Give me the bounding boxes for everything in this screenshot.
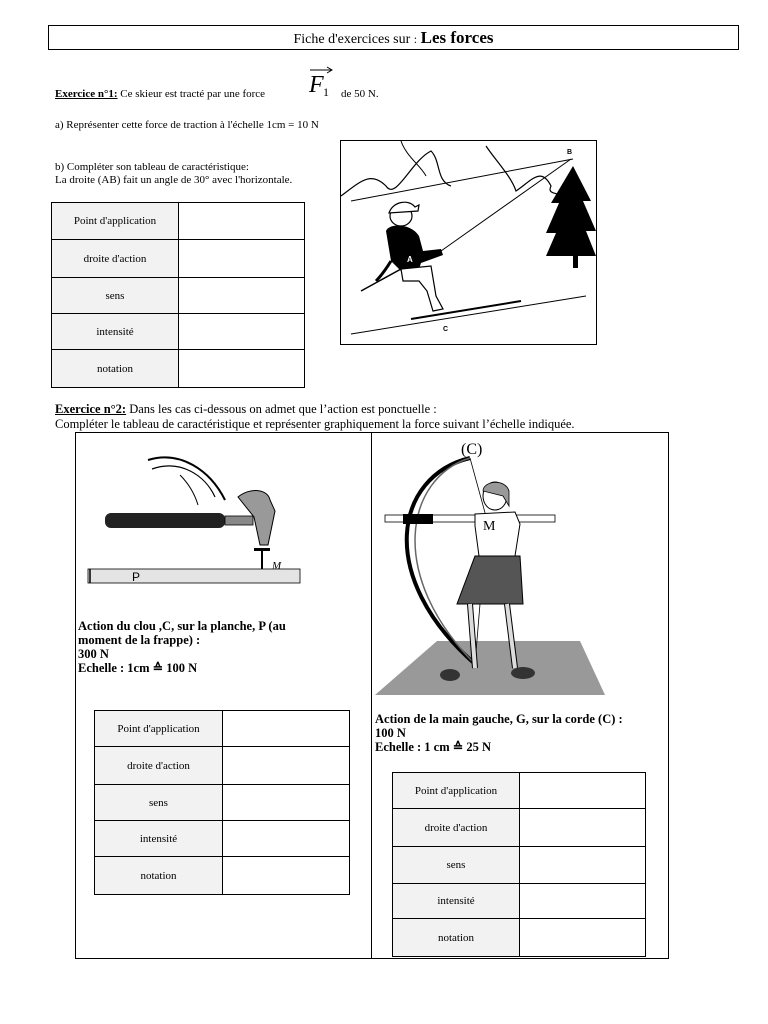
left-caption-line3: 300 N [78,647,109,661]
exercise1-question-a: a) Représenter cette force de traction à l'échelle 1cm = 10 N [55,119,319,131]
right-caption-line3: Echelle : 1 cm ≙ 25 N [375,740,492,754]
label-a: A [407,255,413,264]
table-label: droite d'action [393,809,520,847]
answer-cell[interactable] [520,919,646,957]
exercise2-divider [371,432,372,958]
table-row [95,821,350,857]
answer-cell[interactable] [520,847,646,884]
left-caption-line4: Echelle : 1cm ≙ 100 N [78,661,198,675]
exercise2-left-table [94,710,350,895]
table-label: notation [95,857,223,895]
skier-figure [340,140,597,345]
table-label: intensité [393,884,520,919]
table-label: Point d'application [95,711,223,747]
title-separator: : [413,32,418,46]
exercise2-intro-line2: Compléter le tableau de caractéristique et représenter graphiquement la force suivant l’échelle indiquée. [55,417,575,431]
exercise1-intro-before: Ce skieur est tracté par une force [120,88,266,100]
label-b: B [567,149,573,156]
answer-cell[interactable] [520,809,646,847]
title-prefix: Fiche d'exercices sur [293,32,411,47]
table-label: intensité [95,821,223,857]
hammer-illustration [80,445,310,595]
table-row [393,847,646,884]
exercise2-right-table [392,772,646,957]
exercise1-intro [55,88,265,101]
table-row [95,747,350,785]
answer-cell[interactable] [520,884,646,919]
table-row [95,785,350,821]
table-label: sens [393,847,520,884]
left-caption [78,619,368,675]
answer-cell[interactable] [223,857,350,895]
exercise1-question-b-line1: b) Compléter son tableau de caractéristique: [55,161,249,173]
answer-cell[interactable] [223,747,350,785]
right-caption-line1: Action de la main gauche, G, sur la corde (C) : [375,712,623,726]
table-row [52,240,305,278]
exercise1-table [51,202,305,388]
label-m-hand: M [483,519,496,534]
title-topic: Les forces [420,28,494,47]
table-label: Point d'application [393,773,520,809]
table-row [52,278,305,314]
exercise2-intro-line1 [55,402,437,416]
exercise1-question-b-line2: La droite (AB) fait un angle de 30° avec l'horizontale. [55,174,293,186]
table-label: sens [52,278,179,314]
left-caption-line1: Action du clou ,C, sur la planche, P (au [78,619,286,633]
hammer-figure [80,445,310,595]
page-title [48,25,739,50]
table-label: sens [95,785,223,821]
table-row [95,857,350,895]
force-index: 1 [323,85,329,99]
table-row [393,884,646,919]
answer-cell[interactable] [223,785,350,821]
answer-cell[interactable] [520,773,646,809]
force-symbol: F [309,72,324,98]
table-row [95,711,350,747]
right-caption [375,712,665,754]
table-row [52,314,305,350]
skier-illustration [341,141,596,344]
table-label: Point d'application [52,203,179,240]
table-row [52,203,305,240]
answer-cell[interactable] [179,278,305,314]
answer-cell[interactable] [179,350,305,388]
table-row [393,919,646,957]
exercise1-label: Exercice n°1: [55,88,118,100]
answer-cell[interactable] [179,203,305,240]
exercise1-intro-after: de 50 N. [341,88,379,100]
table-label: droite d'action [52,240,179,278]
label-c: C [443,326,449,333]
left-caption-line2: moment de la frappe) : [78,633,201,647]
table-label: notation [393,919,520,957]
force-vector-symbol [307,64,337,104]
label-c-rope: (C) [461,441,483,458]
answer-cell[interactable] [223,821,350,857]
table-row [393,809,646,847]
table-row [52,350,305,388]
exercise2-label: Exercice n°2: [55,402,127,416]
answer-cell[interactable] [223,711,350,747]
exercise2-intro-text: Dans les cas ci-dessous on admet que l’action est ponctuelle : [129,402,437,416]
answer-cell[interactable] [179,314,305,350]
right-caption-line2: 100 N [375,726,406,740]
table-label: notation [52,350,179,388]
answer-cell[interactable] [179,240,305,278]
archer-figure [375,436,665,698]
table-label: intensité [52,314,179,350]
archer-illustration [375,436,665,698]
label-m: M [272,560,282,572]
label-p: P [132,570,141,584]
table-label: droite d'action [95,747,223,785]
table-row [393,773,646,809]
